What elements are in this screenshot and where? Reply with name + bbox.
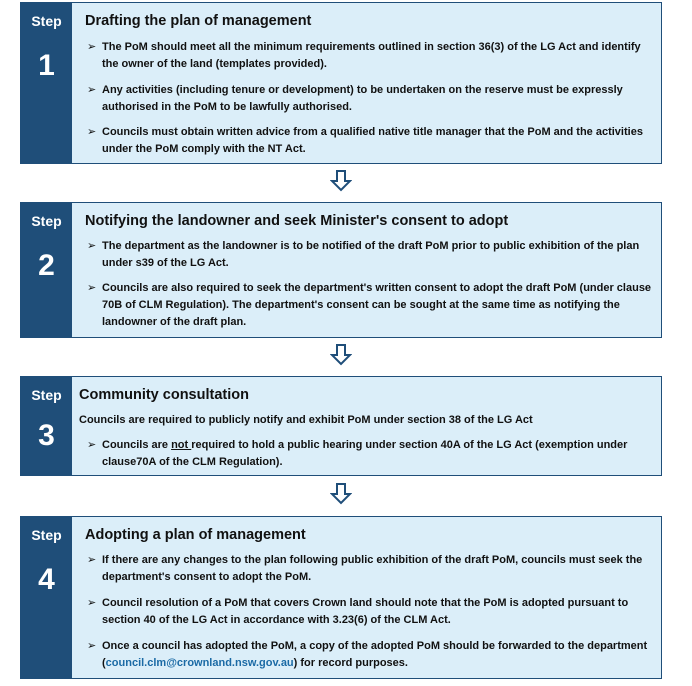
step-1-sidebar <box>21 3 72 163</box>
step-4-bullet-2: ➢ Council resolution of a PoM that covers Crown land should note that the PoM is adopted pursuant to section 40 of the LG Act in accordance with 3.23(6) of the CLM Act. <box>87 597 629 626</box>
step-3-bullet-1: ➢ Councils are not required to hold a public hearing under section 40A of the LG Act (exemption under clause70A of the CLM Regulation). <box>87 439 628 468</box>
step-3-intro: Councils are required to publicly notify and exhibit PoM under section 38 of the LG Act <box>79 414 533 426</box>
step-3-sidebar <box>21 377 72 475</box>
underlined-not: not <box>171 439 192 451</box>
step-1-label: Step <box>31 13 62 29</box>
bullet-arrow-icon: ➢ <box>87 41 97 53</box>
step-3-number: 3 <box>38 419 55 452</box>
down-arrow-icon <box>330 344 352 366</box>
bullet-arrow-icon: ➢ <box>87 84 97 96</box>
step-2-box <box>20 202 662 338</box>
step-1-bullet-1: ➢ The PoM should meet all the minimum requirements outlined in section 36(3) of the LG Act and identify the owner of the land (templates provided). <box>87 41 641 70</box>
step-2-bullet-2: ➢ Councils are also required to seek the department's written consent to adopt the draft PoM (under clause 70B of CLM Regulation). The department's consent can be sought at the same time as notifying the landowner of the draft plan. <box>87 282 652 328</box>
step-2-sidebar <box>21 203 72 337</box>
step-2-label: Step <box>31 213 62 229</box>
bullet-arrow-icon: ➢ <box>87 439 97 451</box>
step-2-bullet-1: ➢ The department as the landowner is to be notified of the draft PoM prior to public exhibition of the plan under s39 of the LG Act. <box>87 240 640 269</box>
down-arrow-icon <box>330 170 352 192</box>
step-4-box <box>20 516 662 679</box>
bullet-arrow-icon: ➢ <box>87 126 97 138</box>
bullet-arrow-icon: ➢ <box>87 240 97 252</box>
step-1-number: 1 <box>38 49 55 82</box>
step-2-number: 2 <box>38 249 55 282</box>
step-4-sidebar <box>21 517 72 678</box>
email-link[interactable]: council.clm@crownland.nsw.gov.au <box>105 657 294 669</box>
step-1-title: Drafting the plan of management <box>85 13 312 29</box>
bullet-arrow-icon: ➢ <box>87 554 97 566</box>
step-1-box <box>20 2 662 164</box>
step-3-title: Community consultation <box>79 387 249 403</box>
bullet-arrow-icon: ➢ <box>87 640 97 652</box>
step-3-box <box>20 376 662 476</box>
bullet-arrow-icon: ➢ <box>87 597 97 609</box>
step-4-bullet-1: ➢ If there are any changes to the plan following public exhibition of the draft PoM, councils must seek the department's consent to adopt the PoM. <box>87 554 643 583</box>
step-1-bullet-3: ➢ Councils must obtain written advice from a qualified native title manager that the PoM and the activities under the PoM comply with the NT Act. <box>87 126 643 155</box>
bullet-arrow-icon: ➢ <box>87 282 97 294</box>
down-arrow-icon <box>330 483 352 505</box>
step-4-bullet-3: ➢ Once a council has adopted the PoM, a copy of the adopted PoM should be forwarded to the department (council.clm@crownland.nsw.gov.au) for record purposes. <box>87 640 648 669</box>
step-4-label: Step <box>31 527 62 543</box>
step-4-number: 4 <box>38 563 55 596</box>
step-1-bullet-2: ➢ Any activities (including tenure or development) to be undertaken on the reserve must be expressly authorised in the PoM to be lawfully authorised. <box>87 84 623 113</box>
step-3-label: Step <box>31 387 62 403</box>
step-2-title: Notifying the landowner and seek Minister's consent to adopt <box>85 213 509 229</box>
step-4-title: Adopting a plan of management <box>85 527 306 543</box>
